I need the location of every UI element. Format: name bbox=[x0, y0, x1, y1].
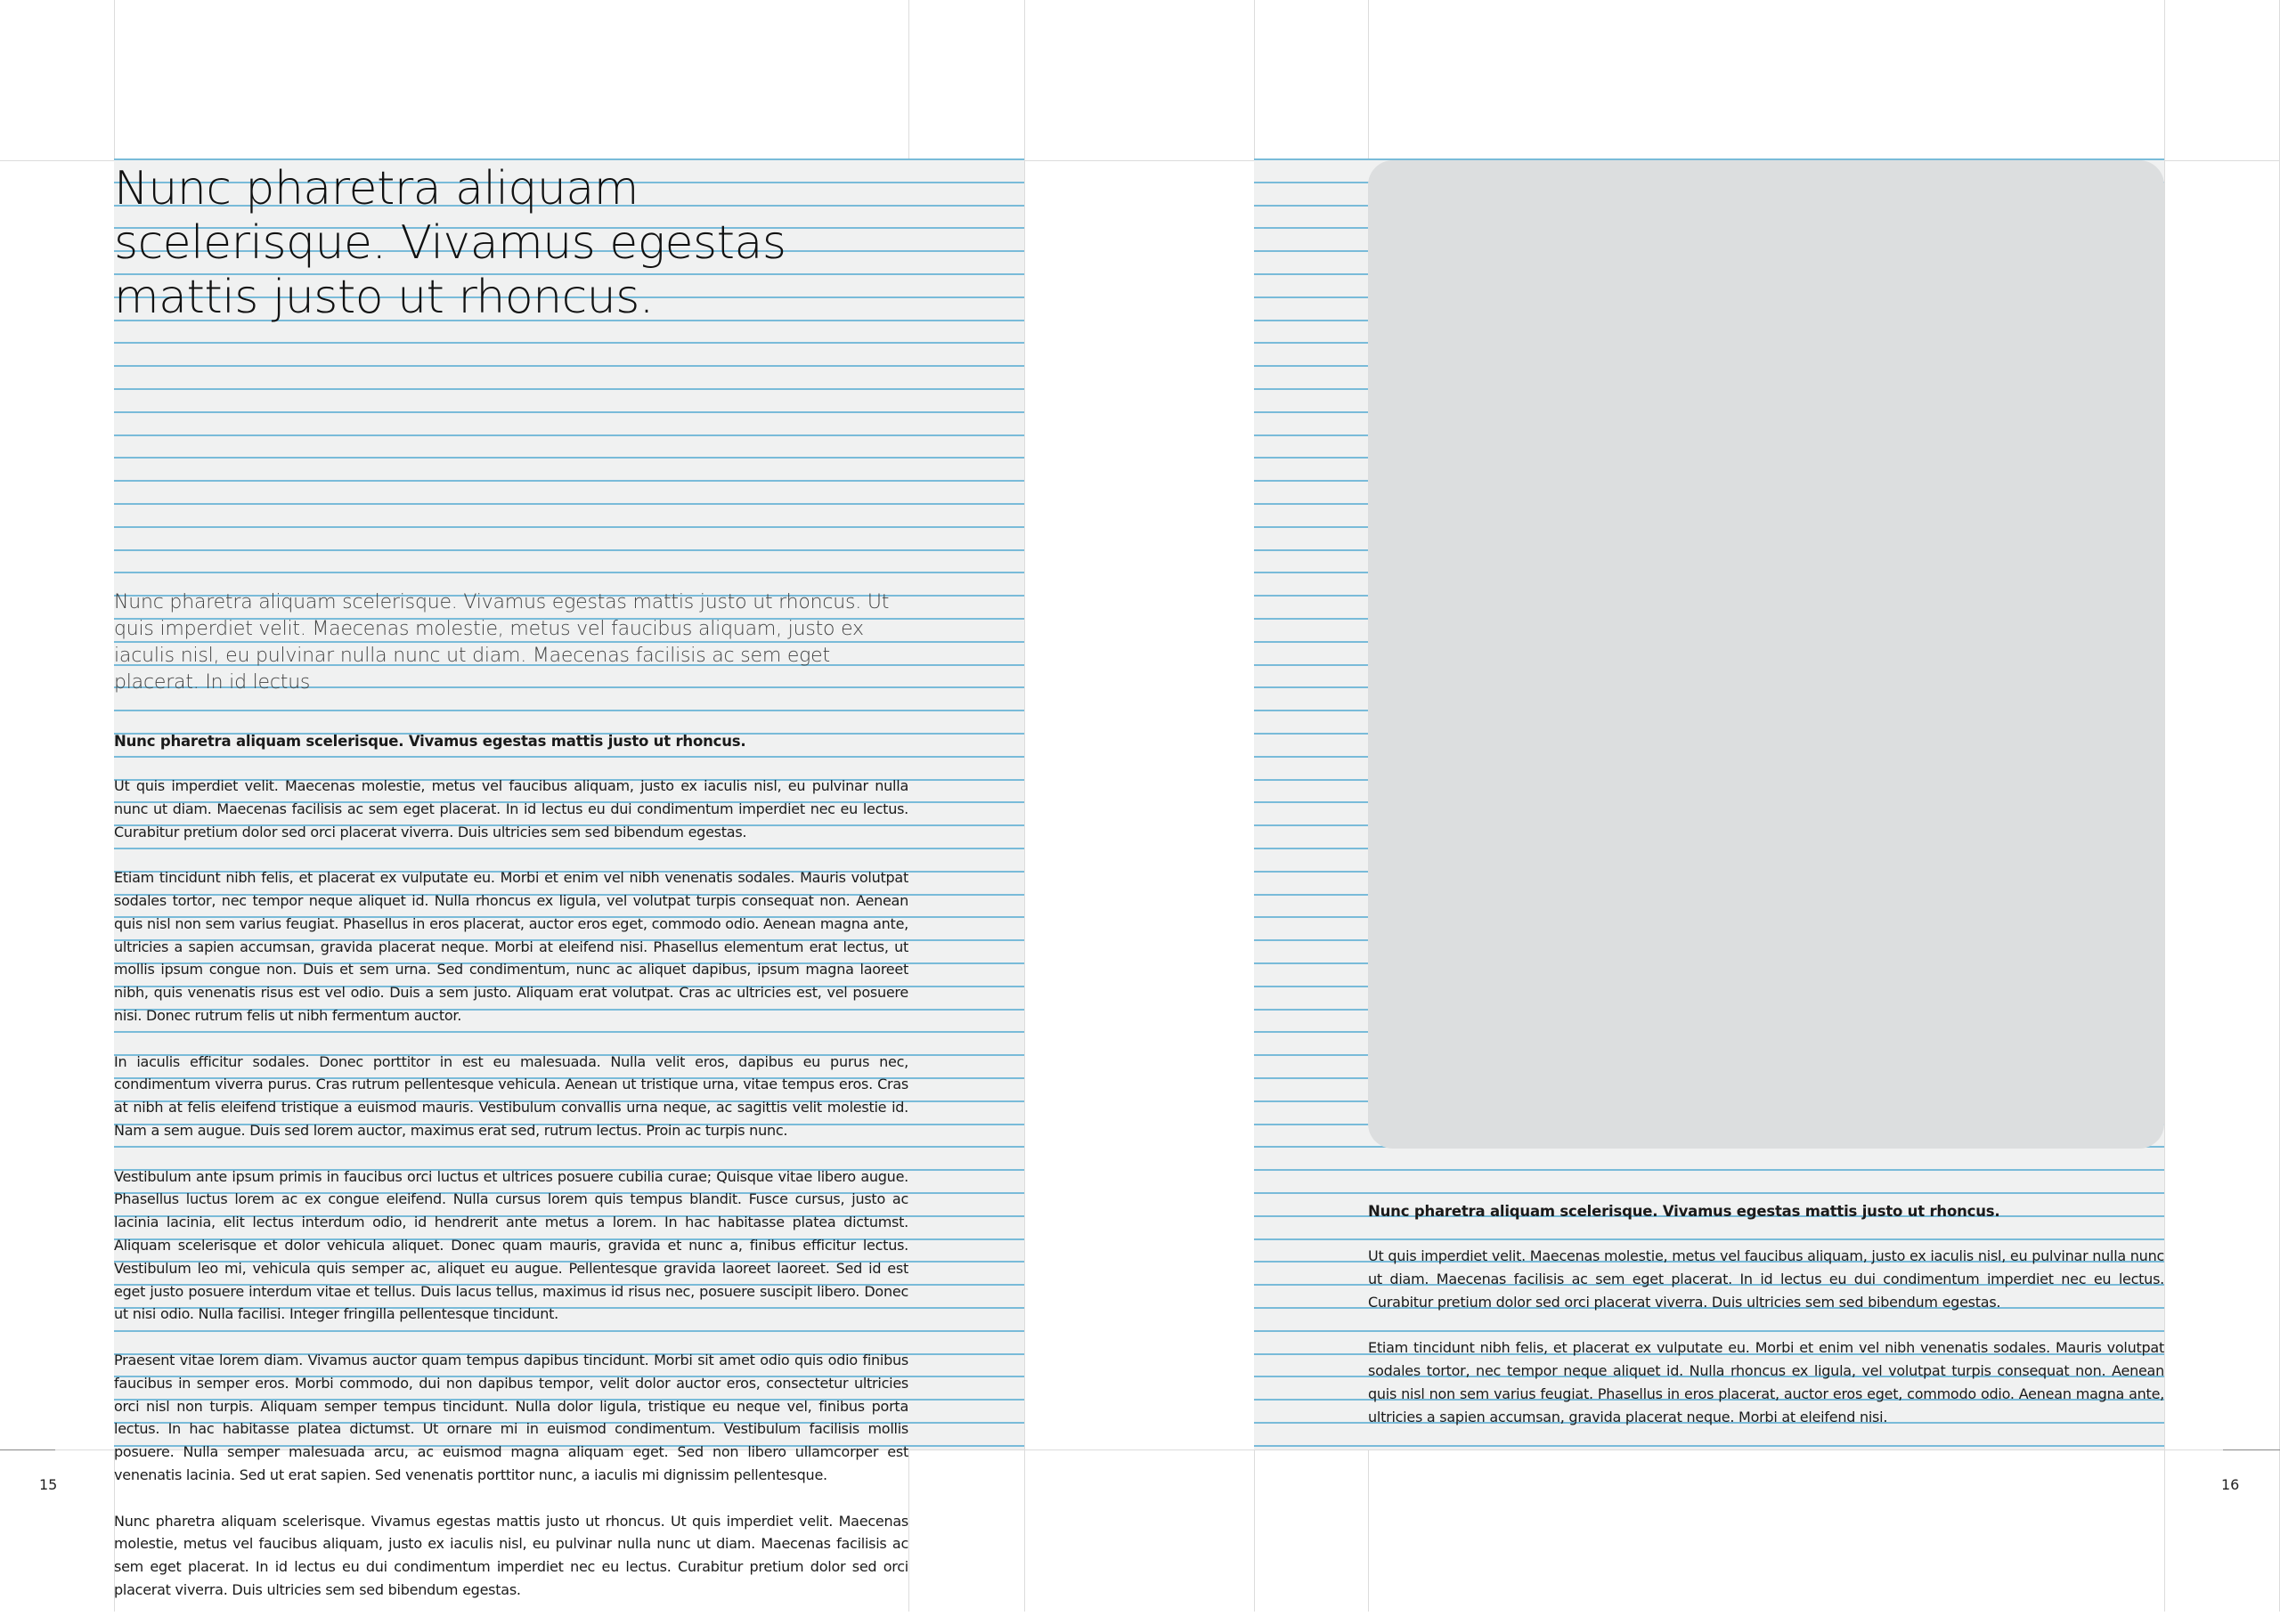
headline: Nunc pharetra aliquam scelerisque. Vivamus egestas mattis justo ut rhoncus. bbox=[114, 162, 786, 324]
baseline-rule bbox=[114, 158, 1024, 160]
body-paragraph: Nunc pharetra aliquam scelerisque. Vivamus egestas mattis justo ut rhoncus. Ut quis imperdiet velit. Maecenas molestie, metus vel faucibus aliquam, justo ex iaculis nisl, eu pulvinar nulla nunc ut diam. Maecenas facilisis ac sem eget placerat. In id lectus eu dui condimentum imperdiet nec eu lectus. Curabitur pretium dolor sed orci placerat viverra. Duis ultricies sem sed bibendum egestas. bbox=[114, 1512, 908, 1598]
body-paragraph: Ut quis imperdiet velit. Maecenas molestie, metus vel faucibus aliquam, justo ex iaculis nisl, eu pulvinar nulla nunc ut diam. Maecenas facilisis ac sem eget placerat. In id lectus eu dui condimentum imperdiet nec eu lectus. Curabitur pretium dolor sed orci placerat viverra. Duis ultricies sem sed bibendum egestas. bbox=[1368, 1247, 2165, 1311]
body-copy bbox=[114, 775, 908, 1602]
folio-rule-right bbox=[2223, 1449, 2280, 1450]
subheading: Nunc pharetra aliquam scelerisque. Vivamus egestas mattis justo ut rhoncus. bbox=[1368, 1203, 2000, 1220]
left-page-text-frame bbox=[114, 162, 908, 1624]
right-page-text-frame bbox=[1368, 1200, 2164, 1451]
body-paragraph: Vestibulum ante ipsum primis in faucibus orci luctus et ultrices posuere cubilia curae; Quisque vitae libero augue. Phasellus luctus lorem ac ex congue eleifend. Nulla cursus lorem quis tempus blandit. Fusce cursus, justo ac lacinia lacinia, elit lectus interdum odio, id hendrerit ante metus a lorem. In hac habitasse platea dictumst. Aliquam scelerisque et dolor vehicula aliquet. Donec quam mauris, gravida et nunc a, finibus efficitur lectus. Vestibulum leo mi, vehicula quis semper ac, aliquet eu augue. Pellentesque gravida laoreet laoreet. Sed id est eget justo posuere interdum vitae et tellus. Duis lacus tellus, maximus id risus nec, posuere suscipit libero. Donec ut nisi odio. Nulla facilisi. Integer fringilla pellentesque tincidunt. bbox=[114, 1167, 908, 1323]
baseline-rule bbox=[1254, 1192, 2164, 1194]
body-paragraph: Praesent vitae lorem diam. Vivamus auctor quam tempus dapibus tincidunt. Morbi sit amet odio quis odio finibus faucibus in semper eros. Morbi commodo, dui non dapibus tempor, velit dolor auctor eros, consectetur ultricies orci nisl non turpis. Aliquam semper tempus tincidunt. Nulla dolor ligula, tristique eu neque vel, finibus porta lectus. In hac habitasse platea dictumst. Ut ornare mi in euismod condimentum. Vestibulum facilisis mollis posuere. Nulla semper malesuada arcu, ac euismod magna aliquam eget. Sed non libero ullamcorper est venenatis lacinia. Sed ut erat sapien. Sed venenatis porttitor nunc, a iaculis mi dignissim pellentesque. bbox=[114, 1351, 908, 1483]
body-paragraph: Etiam tincidunt nibh felis, et placerat ex vulputate eu. Morbi et enim vel nibh venenatis sodales. Mauris volutpat sodales tortor, nec tempor neque aliquet id. Nulla rhoncus ex ligula, vel volutpat turpis consequat non. Aenean quis nisl non sem varius feugiat. Phasellus in eros placerat, auctor eros eget, commodo odio. Aenean magna ante, ultricies a sapien accumsan, gravida placerat neque. Morbi at eleifend nisi. bbox=[1368, 1339, 2164, 1425]
image-placeholder bbox=[1368, 160, 2164, 1149]
subheading: Nunc pharetra aliquam scelerisque. Vivamus egestas mattis justo ut rhoncus. bbox=[114, 733, 746, 750]
guide-line bbox=[2164, 0, 2165, 1612]
folio-rule-left bbox=[0, 1449, 55, 1450]
body-copy bbox=[1368, 1245, 2164, 1428]
page-number-left: 15 bbox=[39, 1476, 58, 1493]
page-number-right: 16 bbox=[2221, 1476, 2240, 1493]
guide-line bbox=[1024, 0, 1025, 1612]
body-paragraph: Etiam tincidunt nibh felis, et placerat ex vulputate eu. Morbi et enim vel nibh venenatis sodales. Mauris volutpat sodales tortor, nec tempor neque aliquet id. Nulla rhoncus ex ligula, vel volutpat turpis consequat non. Aenean quis nisl non sem varius feugiat. Phasellus in eros placerat, auctor eros eget, commodo odio. Aenean magna ante, ultricies a sapien accumsan, gravida placerat neque. Morbi at eleifend nisi. Phasellus elementum erat lectus, ut mollis ipsum congue non. Duis et sem urna. Sed condimentum, nunc ac aliquet dapibus, ipsum magna laoreet nibh, quis venenatis risus est vel odio. Duis a sem justo. Aliquam erat volutpat. Cras ac ultricies est, vel posuere nisi. Donec rutrum felis ut nibh fermentum auctor. bbox=[114, 869, 908, 1024]
lead-paragraph: Nunc pharetra aliquam scelerisque. Vivamus egestas mattis justo ut rhoncus. Ut quis imperdiet velit. Maecenas molestie, metus vel faucibus aliquam, justo ex iaculis nisl, eu pulvinar nulla nunc ut diam. Maecenas facilisis ac sem eget placerat. In id lectus bbox=[114, 591, 890, 694]
baseline-rule bbox=[1254, 1169, 2164, 1171]
body-paragraph: In iaculis efficitur sodales. Donec porttitor in est eu malesuada. Nulla velit eros, dapibus eu purus nec, condimentum viverra purus. Cras rutrum pellentesque vehicula. Aenean ut tristique urna, vitae tempus eros. Cras at nibh at felis eleifend tristique a euismod mauris. Vestibulum convallis urna neque, ac sagittis velit molestie id. Nam a sem augue. Duis sed lorem auctor, maximus erat sed, rutrum lectus. Proin ac turpis nunc. bbox=[114, 1052, 908, 1139]
body-paragraph: Ut quis imperdiet velit. Maecenas molestie, metus vel faucibus aliquam, justo ex iaculis nisl, eu pulvinar nulla nunc ut diam. Maecenas facilisis ac sem eget placerat. In id lectus eu dui condimentum imperdiet nec eu lectus. Curabitur pretium dolor sed orci placerat viverra. Duis ultricies sem sed bibendum egestas. bbox=[114, 777, 908, 840]
